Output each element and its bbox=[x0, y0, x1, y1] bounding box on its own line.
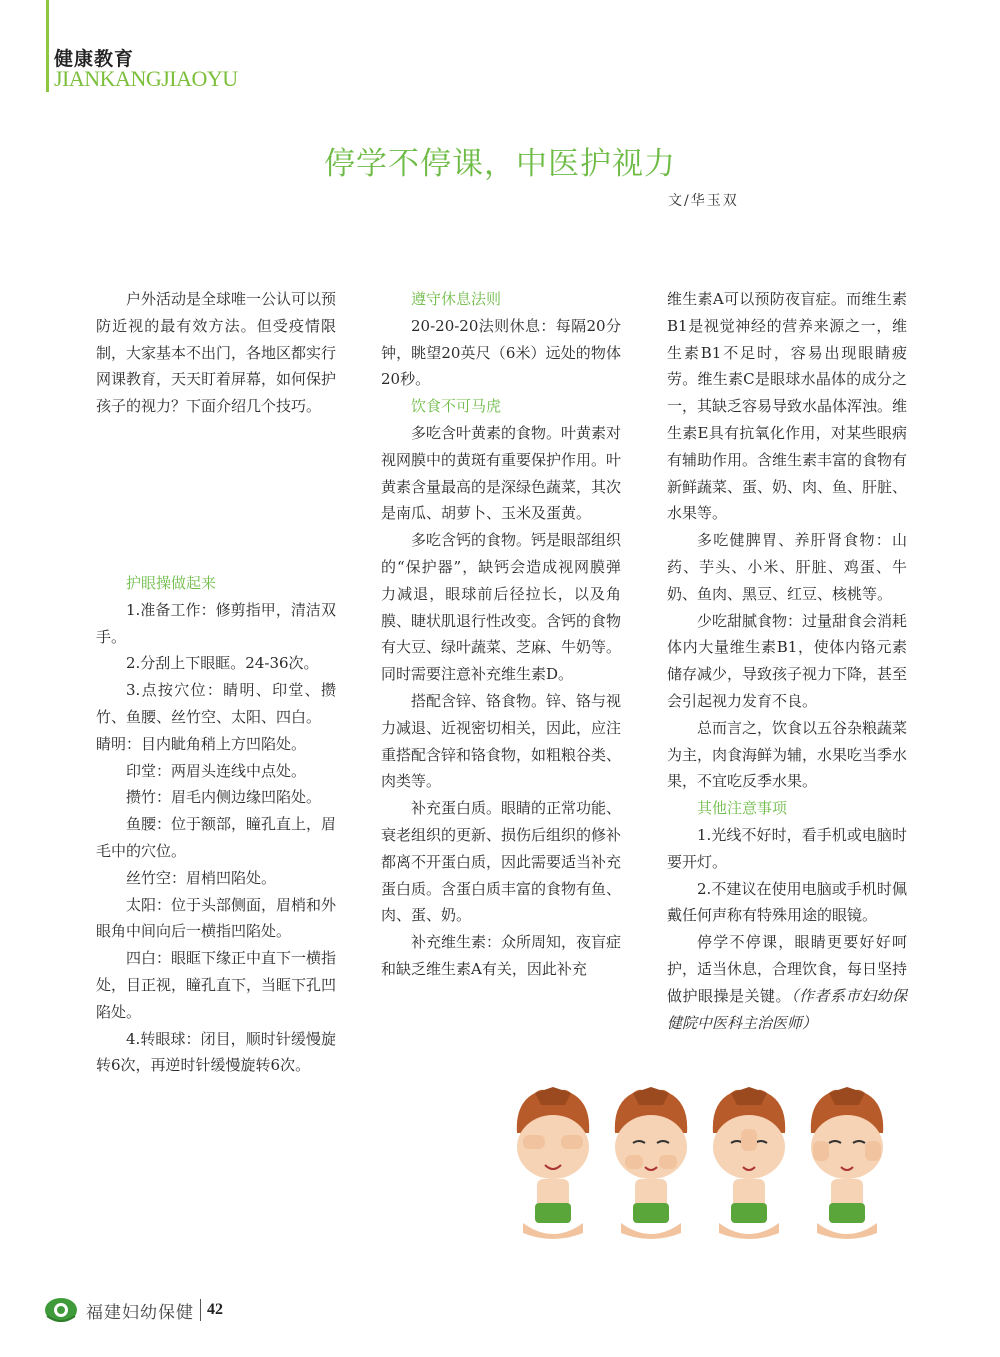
subheading-other-notes: 其他注意事项 bbox=[697, 799, 788, 818]
section-title: 健康教育 bbox=[54, 48, 135, 70]
eye-exercise-illustration bbox=[505, 1085, 895, 1245]
closing-paragraph bbox=[667, 929, 907, 1036]
page-footer bbox=[44, 1293, 223, 1327]
cartoon-child-2 bbox=[615, 1087, 687, 1239]
article-title: 停学不停课，中医护视力 bbox=[324, 146, 676, 182]
paragraph: 睛明：目内眦角稍上方凹陷处。 bbox=[96, 734, 307, 753]
magazine-name: 福建妇幼保健 bbox=[86, 1302, 194, 1323]
paragraph: 搭配含锌、铬食物。锌、铬与视力减退、近视密切相关，因此，应注重搭配含锌和铬食物，如粗粮谷类、肉类等。 bbox=[381, 691, 622, 791]
subheading-diet: 饮食不可马虎 bbox=[411, 397, 502, 416]
paragraph: 1.准备工作：修剪指甲，清洁双手。 bbox=[96, 600, 336, 646]
cartoon-child-3 bbox=[713, 1087, 785, 1239]
paragraph: 多吃健脾胃、养肝肾食物：山药、芋头、小米、肝脏、鸡蛋、牛奶、鱼肉、黑豆、红豆、核桃等。 bbox=[667, 531, 907, 603]
paragraph: 3.点按穴位：睛明、印堂、攒竹、鱼腰、丝竹空、太阳、四白。 bbox=[96, 681, 336, 726]
paragraph: 维生素A可以预防夜盲症。而维生素B1是视觉神经的营养来源之一，维生素B1不足时，容易出现眼睛疲劳。维生素C是眼球水晶体的成分之一，其缺乏容易导致水晶体浑浊。维生素E具有抗氧化作用，对某些眼病有辅助作用。含维生素丰富的食物有新鲜蔬菜、蛋、奶、肉、鱼、肝脏、水果等。 bbox=[667, 290, 908, 523]
magazine-logo-icon bbox=[44, 1296, 78, 1324]
intro-paragraph: 户外活动是全球唯一公认可以预防近视的最有效方法。但受疫情限制，大家基本不出门，各地区都实行网课教育，天天盯着屏幕，如何保护孩子的视力？下面介绍几个技巧。 bbox=[96, 290, 337, 416]
cartoon-child-4 bbox=[811, 1087, 883, 1239]
page-number: 42 bbox=[207, 1301, 223, 1318]
paragraph: 攒竹：眉毛内侧边缘凹陷处。 bbox=[126, 788, 322, 807]
paragraph: 总而言之，饮食以五谷杂粮蔬菜为主，肉食海鲜为辅，水果吃当季水果，不宜吃反季水果。 bbox=[667, 718, 908, 791]
column-3 bbox=[667, 286, 907, 1036]
column-1 bbox=[96, 286, 336, 1079]
paragraph: 太阳：位于头部侧面，眉梢和外眼角中间向后一横指凹陷处。 bbox=[96, 895, 337, 941]
paragraph: 2.不建议在使用电脑或手机时佩戴任何声称有特殊用途的眼镜。 bbox=[667, 879, 907, 925]
paragraph: 四白：眼眶下缘正中直下一横指处，目正视，瞳孔直下，当眶下孔凹陷处。 bbox=[96, 949, 337, 1021]
subheading-rest-rule: 遵守休息法则 bbox=[411, 290, 502, 308]
paragraph: 少吃甜腻食物：过量甜食会消耗体内大量维生素B1，使体内铬元素储存减少，导致孩子视力下降，甚至会引起视力发育不良。 bbox=[667, 611, 908, 710]
author-byline: 文/华玉双 bbox=[668, 193, 739, 209]
paragraph: 补充维生素：众所周知，夜盲症和缺乏维生素A有关，因此补充 bbox=[381, 933, 622, 978]
paragraph: 补充蛋白质。眼睛的正常功能、衰老组织的更新、损伤后组织的修补都离不开蛋白质，因此需要适当补充蛋白质。含蛋白质丰富的食物有鱼、肉、蛋、奶。 bbox=[381, 799, 622, 925]
column-2 bbox=[381, 286, 621, 983]
paragraph: 丝竹空：眉梢凹陷处。 bbox=[126, 868, 277, 887]
footer-divider bbox=[200, 1299, 201, 1321]
paragraph: 4.转眼球：闭目，顺时针缓慢旋转6次，再逆时针缓慢旋转6次。 bbox=[96, 1029, 336, 1075]
paragraph: 1.光线不好时，看手机或电脑时要开灯。 bbox=[667, 825, 907, 871]
paragraph: 20-20-20法则休息：每隔20分钟，眺望20英尺（6米）远处的物体20秒。 bbox=[381, 316, 621, 389]
paragraph: 多吃含叶黄素的食物。叶黄素对视网膜中的黄斑有重要保护作用。叶黄素含量最高的是深绿色蔬菜，其次是南瓜、胡萝卜、玉米及蛋黄。 bbox=[381, 423, 622, 523]
cartoon-child-1 bbox=[517, 1087, 589, 1239]
paragraph: 多吃含钙的食物。钙是眼部组织的“保护器”，缺钙会造成视网膜弹力减退，眼球前后径拉长，以及角膜、睫状肌退行性改变。含钙的食物有大豆、绿叶蔬菜、芝麻、牛奶等。同时需要注意补充维生素D。 bbox=[381, 531, 622, 684]
paragraph: 印堂：两眉头连线中点处。 bbox=[126, 761, 307, 780]
section-pinyin: JIANKANGJIAOYU bbox=[54, 66, 238, 91]
header-accent-bar bbox=[46, 0, 49, 92]
author-credit: （作者系市妇幼保健院中医科主治医师） bbox=[667, 986, 907, 1032]
paragraph: 2.分刮上下眼眶。24-36次。 bbox=[126, 654, 319, 673]
closing-text: 停学不停课，眼睛更要好好呵护，适当休息，合理饮食，每日坚持做护眼操是关键。 bbox=[667, 933, 908, 1005]
subheading-eye-exercise: 护眼操做起来 bbox=[126, 573, 217, 592]
paragraph: 鱼腰：位于额部，瞳孔直上，眉毛中的穴位。 bbox=[96, 815, 337, 860]
